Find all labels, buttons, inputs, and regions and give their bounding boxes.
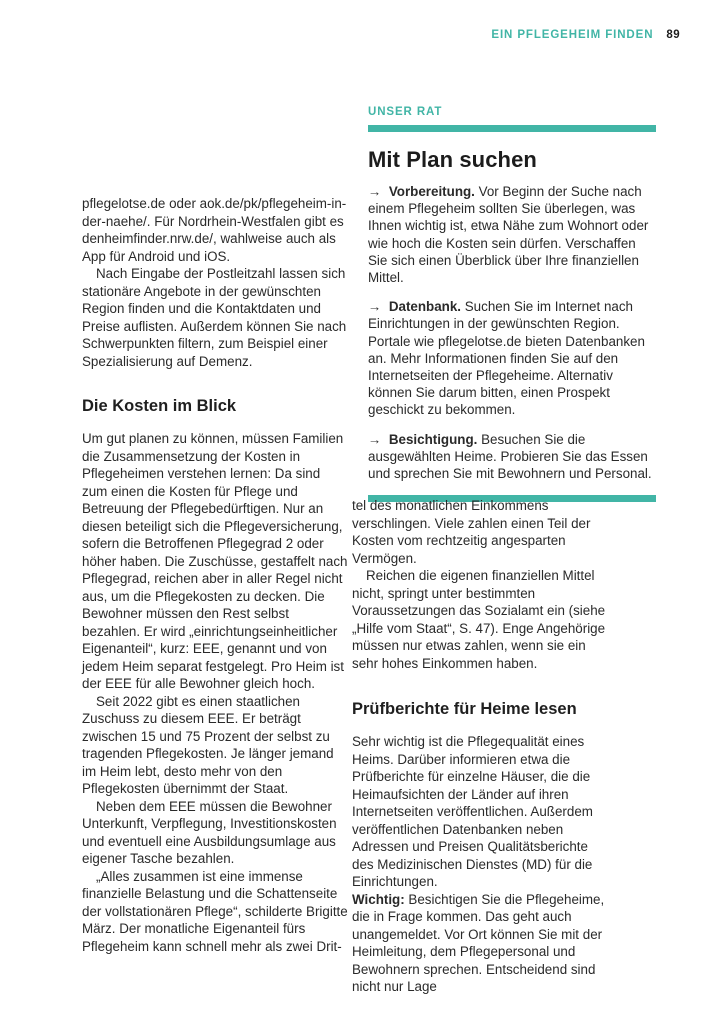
advice-box [368, 106, 656, 502]
paragraph: „Alles zusammen ist eine immense finanzielle Belastung und die Schattenseite der vollstationären Pflege“, schilderte Brigitte März. Der monatliche Eigenanteil fürs Pflegeheim kann schnell mehr als zwei Drit- [82, 868, 348, 954]
arrow-right-icon: → [368, 299, 389, 315]
paragraph: pflegelotse.de oder aok.de/pk/pflegeheim-in-der-naehe/. Für Nordrhein-Westfalen gibt es denheimfinder.nrw.de/, wahlweise auch als App für Android und iOS. [82, 196, 347, 264]
advice-item: → Besichtigung. Besuchen Sie die ausgewählten Heime. Probieren Sie das Essen und sprechen Sie mit Bewohnern und Personal. [368, 431, 652, 482]
paragraph: Reichen die eigenen finanziellen Mittel nicht, springt unter bestimmten Voraussetzungen das Sozialamt ein (siehe „Hilfe vom Staat“, S. 47). Enge Angehörige müssen nur etwas zahlen, wenn sie ein sehr hohes Einkommen haben. [352, 568, 606, 671]
paragraph-lead: Vorbereitung. [388, 184, 479, 199]
left-column-intro [82, 195, 348, 370]
left-column-body [82, 430, 348, 955]
left-column [82, 195, 348, 955]
page-number: 89 [666, 29, 680, 41]
advice-box-title: Mit Plan suchen [368, 147, 537, 172]
section-heading-pruefberichte: Prüfberichte für Heime lesen [352, 700, 577, 718]
paragraph: Seit 2022 gibt es einen staatlichen Zuschuss zu diesem EEE. Er beträgt zwischen 15 und 75 Prozent der selbst zu tragenden Pflegekosten. Je länger jemand im Heim lebt, desto mehr von den Pflegekosten übernimmt der Staat. [82, 693, 334, 796]
advice-item: → Datenbank. Suchen Sie im Internet nach Einrichtungen in der gewünschten Region. Portale wie pflegelotse.de bieten Datenbanken an. Mehr Informationen finden Sie auf den Internetseiten der Pflegeheime. Alternativ können Sie darum bitten, einen Prospekt geschickt zu bekommen. [368, 299, 645, 418]
advice-box-top-rule [368, 125, 656, 132]
advice-box-label: UNSER RAT [368, 106, 443, 118]
paragraph: Sehr wichtig ist die Pflegequalität eines Heims. Darüber informieren etwa die Prüfberichte für einzelne Häuser, die die Heimaufsichten der Länder auf ihren Internetseiten veröffentlichen. Außerdem veröffentlichen Datenbanken neben Adressen und Preisen Qualitätsberichte des Medizinischen Dienstes (MD) für die Einrichtungen. [352, 734, 593, 889]
paragraph: Um gut planen zu können, müssen Familien die Zusammensetzung der Kosten in Pflegeheimen verstehen lernen: Da sind zum einen die Kosten für Pflege und Betreuung der Pflegebedürftigen. Nur an diesen beteiligt sich die Pflegeversicherung, sofern die Betroffenen Pflegegrad 2 oder höher haben. Die Zuschüsse, gestaffelt nach Pflegegrad, reichen aber in aller Regel nicht aus, um die Pflegekosten zu decken. Die Bewohner müssen den Rest selbst bezahlen. Er wird „einrichtungseinheitlicher Eigenanteil“, kurz: EEE, genannt und von jedem Heim separat festgelegt. Pro Heim ist der EEE für alle Bewohner gleich hoch. [82, 431, 348, 691]
paragraph-lead: Besichtigung. [388, 431, 482, 447]
running-head-title: EIN PFLEGEHEIM FINDEN [491, 29, 654, 41]
section-heading-kosten: Die Kosten im Blick [82, 397, 237, 415]
paragraph-lead: Datenbank. [388, 299, 465, 315]
right-column [352, 497, 610, 996]
paragraph: Wichtig: Besichtigen Sie die Pflegeheime, die in Frage kommen. Das geht auch unangemeldet. Vor Ort können Sie mit der Heimleitung, dem Pflegepersonal und Bewohnern sprechen. Entscheidend sind nicht nur Lage [352, 891, 605, 994]
right-column-body [352, 733, 610, 996]
arrow-right-icon: → [368, 431, 389, 447]
arrow-right-icon: → [368, 184, 389, 199]
right-column-intro [352, 497, 610, 672]
paragraph: Nach Eingabe der Postleitzahl lassen sich stationäre Angebote in der gewünschten Region finden und die Kontaktdaten und Preise auflisten. Außerdem können Sie nach Schwerpunkten filtern, zum Beispiel einer Spezialisierung auf Demenz. [82, 266, 347, 369]
advice-box-items [368, 183, 656, 482]
paragraph: Neben dem EEE müssen die Bewohner Unterkunft, Verpflegung, Investitionskosten und eventuell eine Ausbildungsumlage aus eigener Tasche bezahlen. [82, 798, 337, 866]
paragraph-lead: Wichtig: [352, 891, 409, 907]
advice-item: → Vorbereitung. Vor Beginn der Suche nach einem Pflegeheim sollten Sie überlegen, was Ihnen wichtig ist, etwa Nähe zum Wohnort oder wie hoch die Kosten sein dürfen. Verschaffen Sie sich einen Überblick über Ihre finanziellen Mittel. [368, 184, 649, 286]
running-head [491, 29, 680, 41]
paragraph: tel des monatlichen Einkommens verschlingen. Viele zahlen einen Teil der Kosten vom rechtzeitig angesparten Vermögen. [352, 498, 591, 566]
